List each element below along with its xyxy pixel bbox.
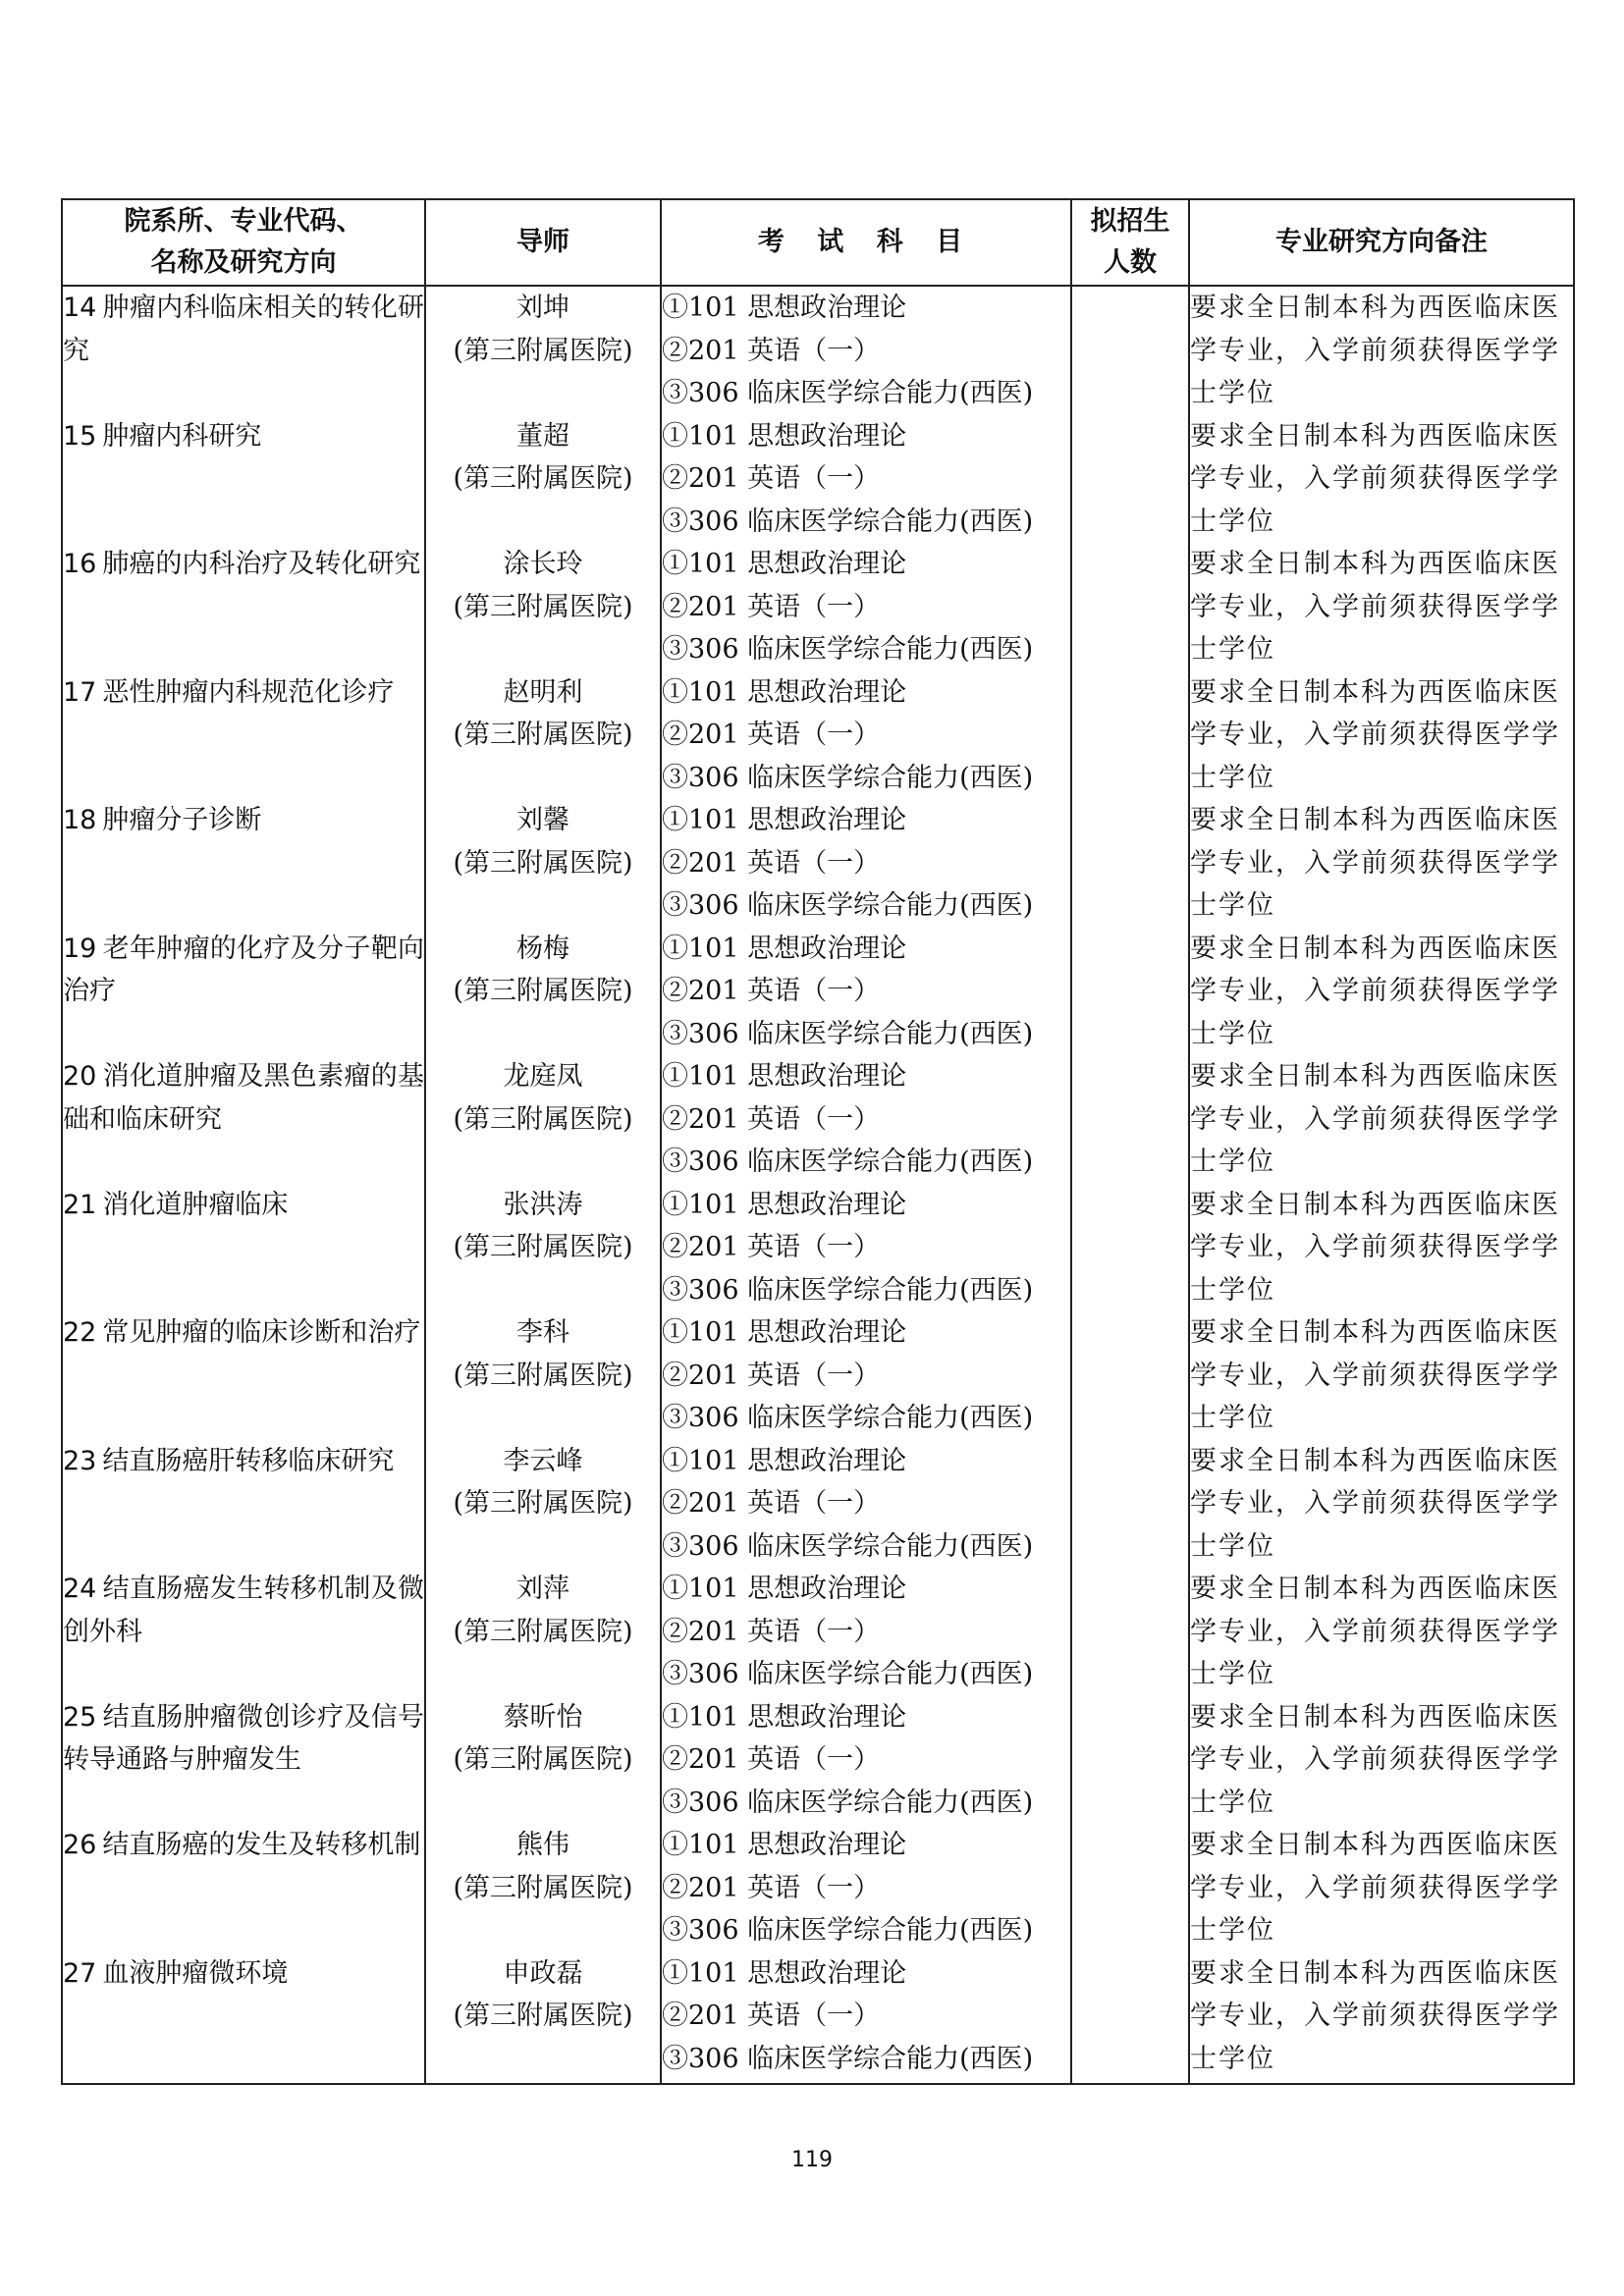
header-quota-line2: 人数: [1104, 247, 1157, 278]
exam-subject-1: ①101 思想政治理论: [662, 933, 907, 964]
direction-number: 15: [63, 420, 97, 452]
direction-name: 血液肿瘤微环境: [102, 1957, 289, 1989]
quota-cell: [1071, 1184, 1189, 1312]
direction-name: 肿瘤内科临床相关的转化研究: [63, 293, 424, 366]
exam-subjects-cell: [661, 286, 1071, 415]
exam-subject-1: ①101 思想政治理论: [662, 1830, 907, 1860]
notes-cell: [1189, 1184, 1574, 1312]
direction-name: 消化道肿瘤临床: [102, 1189, 289, 1220]
tutor-affiliation: (第三附属医院): [453, 976, 633, 1006]
notes-cell: [1189, 1952, 1574, 2084]
exam-subjects-cell: [661, 1824, 1071, 1952]
header-tutor: 导师: [425, 199, 661, 286]
tutor-cell: [425, 671, 661, 800]
tutor-affiliation: (第三附属医院): [453, 1103, 633, 1135]
exam-subject-2: ②201 英语（一）: [662, 1360, 881, 1391]
exam-subject-1: ①101 思想政治理论: [662, 1061, 907, 1092]
exam-subject-2: ②201 英语（一）: [662, 591, 881, 622]
notes-cell: [1189, 286, 1574, 415]
exam-subject-3: ③306 临床医学综合能力(西医): [662, 1530, 1034, 1562]
exam-subject-3: ③306 临床医学综合能力(西医): [662, 2043, 1034, 2074]
tutor-cell: [425, 1055, 661, 1184]
exam-subject-1: ①101 思想政治理论: [662, 1317, 907, 1348]
exam-subjects-cell: [661, 1568, 1071, 1696]
research-direction-cell: [62, 1055, 425, 1184]
table-row: [62, 1055, 1574, 1184]
table-row: [62, 799, 1574, 928]
tutor-affiliation: (第三附属医院): [453, 1360, 633, 1391]
tutor-name: 龙庭凤: [503, 1061, 583, 1092]
exam-subject-1: ①101 思想政治理论: [662, 1701, 907, 1733]
header-department-line2: 名称及研究方向: [150, 247, 337, 278]
exam-subject-3: ③306 临床医学综合能力(西医): [662, 1274, 1034, 1306]
table-body: [62, 286, 1574, 2084]
note-text: 要求全日制本科为西医临床医学专业，入学前须获得医学学士学位: [1190, 933, 1560, 1049]
tutor-name: 刘馨: [516, 805, 569, 835]
notes-cell: [1189, 1055, 1574, 1184]
research-direction-cell: [62, 1184, 425, 1312]
direction-name: 结直肠癌肝转移临床研究: [102, 1445, 395, 1476]
exam-subject-3: ③306 临床医学综合能力(西医): [662, 378, 1034, 408]
exam-subjects-cell: [661, 1952, 1071, 2084]
quota-cell: [1071, 799, 1189, 928]
exam-subject-1: ①101 思想政治理论: [662, 420, 907, 452]
exam-subject-2: ②201 英语（一）: [662, 1232, 881, 1262]
exam-subject-1: ①101 思想政治理论: [662, 549, 907, 579]
table-row: [62, 928, 1574, 1056]
exam-subject-3: ③306 临床医学综合能力(西医): [662, 1787, 1034, 1818]
note-text: 要求全日制本科为西医临床医学专业，入学前须获得医学学士学位: [1190, 293, 1560, 408]
research-direction-cell: [62, 543, 425, 671]
research-direction-cell: [62, 1696, 425, 1825]
page-number: 119: [791, 2148, 833, 2172]
quota-cell: [1071, 928, 1189, 1056]
tutor-name: 蔡昕怡: [503, 1701, 583, 1733]
exam-subjects-cell: [661, 671, 1071, 800]
direction-name: 结直肠癌的发生及转移机制: [102, 1830, 421, 1860]
tutor-cell: [425, 1696, 661, 1825]
table-row: [62, 671, 1574, 800]
tutor-affiliation: (第三附属医院): [453, 1488, 633, 1519]
note-text: 要求全日制本科为西医临床医学专业，入学前须获得医学学士学位: [1190, 676, 1560, 793]
exam-subject-3: ③306 临床医学综合能力(西医): [662, 506, 1034, 537]
exam-subject-2: ②201 英语（一）: [662, 1488, 881, 1519]
exam-subject-3: ③306 临床医学综合能力(西医): [662, 634, 1034, 665]
exam-subjects-cell: [661, 1184, 1071, 1312]
research-direction-cell: [62, 415, 425, 544]
exam-subjects-cell: [661, 799, 1071, 928]
tutor-affiliation: (第三附属医院): [453, 720, 633, 750]
header-quota: [1071, 199, 1189, 286]
exam-subject-2: ②201 英语（一）: [662, 1744, 881, 1775]
note-text: 要求全日制本科为西医临床医学专业，入学前须获得医学学士学位: [1190, 1189, 1560, 1306]
notes-cell: [1189, 1824, 1574, 1952]
notes-cell: [1189, 415, 1574, 544]
direction-number: 26: [63, 1830, 97, 1860]
note-text: 要求全日制本科为西医临床医学专业，入学前须获得医学学士学位: [1190, 549, 1560, 665]
exam-subject-2: ②201 英语（一）: [662, 1103, 881, 1135]
exam-subjects-cell: [661, 543, 1071, 671]
tutor-cell: [425, 1952, 661, 2084]
tutor-affiliation: (第三附属医院): [453, 335, 633, 366]
direction-name: 常见肿瘤的临床诊断和治疗: [102, 1317, 421, 1348]
note-text: 要求全日制本科为西医临床医学专业，入学前须获得医学学士学位: [1190, 1317, 1560, 1433]
note-text: 要求全日制本科为西医临床医学专业，入学前须获得医学学士学位: [1190, 1830, 1560, 1946]
research-direction-cell: [62, 1952, 425, 2084]
exam-subject-3: ③306 临床医学综合能力(西医): [662, 1915, 1034, 1946]
notes-cell: [1189, 671, 1574, 800]
exam-subject-2: ②201 英语（一）: [662, 1616, 881, 1647]
direction-name: 结直肠肿瘤微创诊疗及信号转导通路与肿瘤发生: [63, 1701, 424, 1775]
tutor-name: 申政磊: [503, 1957, 583, 1989]
exam-subject-3: ③306 临床医学综合能力(西医): [662, 1403, 1034, 1433]
exam-subject-1: ①101 思想政治理论: [662, 1574, 907, 1604]
quota-cell: [1071, 1568, 1189, 1696]
direction-number: 21: [63, 1189, 97, 1220]
tutor-name: 熊伟: [516, 1830, 569, 1860]
quota-cell: [1071, 1696, 1189, 1825]
notes-cell: [1189, 1440, 1574, 1569]
direction-number: 22: [63, 1317, 97, 1348]
quota-cell: [1071, 1824, 1189, 1952]
exam-subjects-cell: [661, 1311, 1071, 1440]
header-department-line1: 院系所、专业代码、: [124, 206, 363, 237]
direction-number: 19: [63, 933, 97, 964]
research-direction-cell: [62, 799, 425, 928]
exam-subject-1: ①101 思想政治理论: [662, 1189, 907, 1220]
quota-cell: [1071, 1952, 1189, 2084]
direction-name: 结直肠癌发生转移机制及微创外科: [63, 1574, 424, 1647]
research-direction-cell: [62, 928, 425, 1056]
quota-cell: [1071, 1440, 1189, 1569]
tutor-name: 杨梅: [516, 933, 569, 964]
tutor-affiliation: (第三附属医院): [453, 591, 633, 622]
table-row: [62, 415, 1574, 544]
table-row: [62, 1440, 1574, 1569]
direction-name: 消化道肿瘤及黑色素瘤的基础和临床研究: [63, 1061, 424, 1135]
table-row: [62, 1184, 1574, 1312]
quota-cell: [1071, 543, 1189, 671]
tutor-cell: [425, 1184, 661, 1312]
direction-name: 恶性肿瘤内科规范化诊疗: [102, 676, 395, 708]
exam-subjects-cell: [661, 1055, 1071, 1184]
header-quota-line1: 拟招生: [1090, 206, 1170, 237]
tutor-cell: [425, 1440, 661, 1569]
exam-subject-3: ③306 临床医学综合能力(西医): [662, 1147, 1034, 1177]
notes-cell: [1189, 1568, 1574, 1696]
tutor-cell: [425, 415, 661, 544]
note-text: 要求全日制本科为西医临床医学专业，入学前须获得医学学士学位: [1190, 1701, 1560, 1818]
notes-cell: [1189, 1311, 1574, 1440]
direction-name: 肿瘤内科研究: [102, 420, 262, 452]
direction-number: 27: [63, 1957, 97, 1989]
research-direction-cell: [62, 1568, 425, 1696]
notes-cell: [1189, 1696, 1574, 1825]
research-direction-cell: [62, 286, 425, 415]
exam-subject-3: ③306 临床医学综合能力(西医): [662, 890, 1034, 921]
direction-number: 14: [63, 293, 97, 323]
exam-subject-2: ②201 英语（一）: [662, 463, 881, 494]
exam-subject-1: ①101 思想政治理论: [662, 293, 907, 323]
quota-cell: [1071, 671, 1189, 800]
tutor-name: 涂长玲: [503, 549, 583, 579]
admission-plan-sheet: [61, 198, 1573, 2085]
exam-subject-2: ②201 英语（一）: [662, 335, 881, 366]
table-row: [62, 1311, 1574, 1440]
note-text: 要求全日制本科为西医临床医学专业，入学前须获得医学学士学位: [1190, 805, 1560, 921]
research-direction-cell: [62, 1311, 425, 1440]
tutor-name: 张洪涛: [503, 1189, 583, 1220]
table-row: [62, 1568, 1574, 1696]
notes-cell: [1189, 543, 1574, 671]
exam-subjects-cell: [661, 1440, 1071, 1569]
direction-name: 老年肿瘤的化疗及分子靶向治疗: [63, 933, 424, 1006]
header-department-direction: [62, 199, 425, 286]
exam-subject-3: ③306 临床医学综合能力(西医): [662, 1018, 1034, 1049]
header-exam-subjects: [661, 199, 1071, 286]
tutor-affiliation: (第三附属医院): [453, 463, 633, 494]
table-row: [62, 1696, 1574, 1825]
direction-name: 肿瘤分子诊断: [102, 805, 262, 835]
direction-number: 20: [63, 1061, 97, 1092]
exam-subject-2: ②201 英语（一）: [662, 976, 881, 1006]
table-row: [62, 1952, 1574, 2084]
tutor-cell: [425, 799, 661, 928]
direction-number: 23: [63, 1445, 97, 1476]
quota-cell: [1071, 415, 1189, 544]
tutor-cell: [425, 1824, 661, 1952]
header-notes: 专业研究方向备注: [1189, 199, 1574, 286]
research-direction-cell: [62, 1824, 425, 1952]
note-text: 要求全日制本科为西医临床医学专业，入学前须获得医学学士学位: [1190, 420, 1560, 537]
exam-subject-3: ③306 临床医学综合能力(西医): [662, 1659, 1034, 1689]
tutor-affiliation: (第三附属医院): [453, 1232, 633, 1262]
tutor-affiliation: (第三附属医院): [453, 847, 633, 879]
tutor-name: 刘萍: [516, 1574, 569, 1604]
direction-number: 24: [63, 1574, 97, 1604]
quota-cell: [1071, 1311, 1189, 1440]
tutor-name: 董超: [516, 420, 569, 452]
exam-subjects-cell: [661, 1696, 1071, 1825]
exam-subject-1: ①101 思想政治理论: [662, 1957, 907, 1989]
quota-cell: [1071, 1055, 1189, 1184]
tutor-name: 李云峰: [503, 1445, 583, 1476]
tutor-name: 李科: [516, 1317, 569, 1348]
exam-subject-3: ③306 临床医学综合能力(西医): [662, 762, 1034, 793]
header-row: [62, 199, 1574, 286]
direction-number: 25: [63, 1701, 97, 1733]
tutor-cell: [425, 928, 661, 1056]
exam-subject-2: ②201 英语（一）: [662, 1872, 881, 1903]
tutor-name: 赵明利: [503, 676, 583, 708]
tutor-cell: [425, 1568, 661, 1696]
notes-cell: [1189, 928, 1574, 1056]
exam-subject-1: ①101 思想政治理论: [662, 676, 907, 708]
table-row: [62, 543, 1574, 671]
direction-number: 17: [63, 676, 97, 708]
direction-number: 18: [63, 805, 97, 835]
notes-cell: [1189, 799, 1574, 928]
exam-subjects-cell: [661, 928, 1071, 1056]
tutor-affiliation: (第三附属医院): [453, 1744, 633, 1775]
quota-cell: [1071, 286, 1189, 415]
exam-subject-1: ①101 思想政治理论: [662, 805, 907, 835]
exam-subjects-cell: [661, 415, 1071, 544]
research-direction-cell: [62, 1440, 425, 1569]
tutor-cell: [425, 1311, 661, 1440]
exam-subject-2: ②201 英语（一）: [662, 847, 881, 879]
note-text: 要求全日制本科为西医临床医学专业，入学前须获得医学学士学位: [1190, 1061, 1560, 1177]
direction-name: 肺癌的内科治疗及转化研究: [102, 549, 421, 579]
tutor-cell: [425, 286, 661, 415]
tutor-cell: [425, 543, 661, 671]
exam-subject-1: ①101 思想政治理论: [662, 1445, 907, 1476]
exam-subject-2: ②201 英语（一）: [662, 2001, 881, 2031]
tutor-affiliation: (第三附属医院): [453, 1872, 633, 1903]
tutor-affiliation: (第三附属医院): [453, 2001, 633, 2031]
note-text: 要求全日制本科为西医临床医学专业，入学前须获得医学学士学位: [1190, 1957, 1560, 2074]
table-row: [62, 286, 1574, 415]
admission-plan-table: [61, 198, 1575, 2085]
research-direction-cell: [62, 671, 425, 800]
tutor-affiliation: (第三附属医院): [453, 1616, 633, 1647]
note-text: 要求全日制本科为西医临床医学专业，入学前须获得医学学士学位: [1190, 1445, 1560, 1562]
tutor-name: 刘坤: [516, 293, 569, 323]
exam-subject-2: ②201 英语（一）: [662, 720, 881, 750]
table-header: [62, 199, 1574, 286]
note-text: 要求全日制本科为西医临床医学专业，入学前须获得医学学士学位: [1190, 1574, 1560, 1689]
header-exam-subjects-label: 考 试 科 目: [757, 227, 975, 257]
direction-number: 16: [63, 549, 97, 579]
table-row: [62, 1824, 1574, 1952]
